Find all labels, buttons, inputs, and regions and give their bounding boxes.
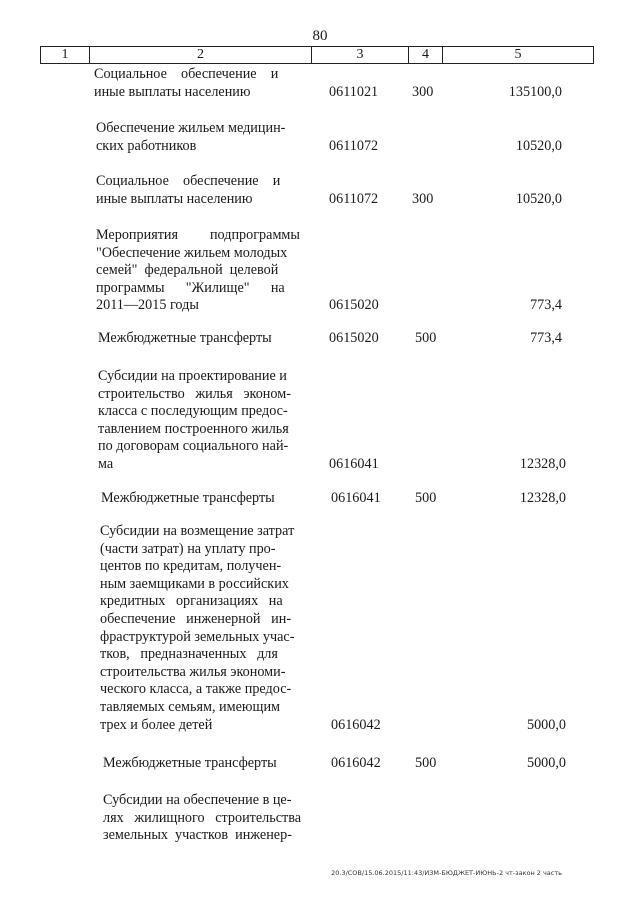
row-name-line: программы "Жилище" на xyxy=(96,279,285,296)
row-name-line: ских работников xyxy=(96,137,197,154)
row-code: 0611072 xyxy=(329,190,379,207)
row-name-line: Субсидии на проектирование и xyxy=(98,368,287,384)
row-name-line: иные выплаты населению xyxy=(94,83,251,100)
header-col-2: 2 xyxy=(90,47,312,63)
row-name-line: Социальное обеспечение и xyxy=(94,66,279,82)
row-name xyxy=(96,120,300,155)
row-kind: 300 xyxy=(412,83,434,100)
row-code: 0616042 xyxy=(331,755,381,771)
row-sum: 5000,0 xyxy=(526,716,566,733)
row-sum: 10520,0 xyxy=(515,190,562,207)
row-sum: 135100,0 xyxy=(508,83,562,100)
row-sum: 773,4 xyxy=(530,330,562,346)
row-name-line: трех и более детей xyxy=(100,716,213,733)
row-name-line: земельных участков инженер- xyxy=(103,827,292,844)
row-name xyxy=(96,227,300,315)
page-number: 80 xyxy=(312,28,328,44)
header-col-1: 1 xyxy=(41,47,90,63)
row-name-line: ческого класса, а также предос- xyxy=(100,681,292,698)
row-kind: 300 xyxy=(412,190,434,207)
row-code: 0611072 xyxy=(329,137,379,154)
row-name-line: тков, предназначенных для xyxy=(100,646,278,663)
row-name-line: тавлением построенного жилья xyxy=(98,420,289,437)
row-name-line: "Обеспечение жильем молодых xyxy=(96,244,288,261)
row-name-line: ным заемщиками в российских xyxy=(100,575,289,592)
header-col-3: 3 xyxy=(312,47,409,63)
row-code: 0611021 xyxy=(329,83,379,100)
row-name xyxy=(103,755,300,773)
row-sum: 12328,0 xyxy=(519,456,566,472)
row-name-line: 2011—2015 годы xyxy=(96,297,199,314)
row-name-line: по договорам социального най- xyxy=(98,438,289,455)
document-footer: 20.3/СОВ/15.06.2015/11:43/ИЗМ-БЮДЖЕТ-ИЮНЬ-2 чт-закон 2 часть xyxy=(331,869,562,877)
row-name-line: Обеспечение жильем медицин- xyxy=(96,120,286,136)
row-name-line: обеспечение инженерной ин- xyxy=(100,610,292,627)
row-name-line: Межбюджетные трансферты xyxy=(101,490,275,506)
header-col-5: 5 xyxy=(514,47,522,62)
row-name-line: иные выплаты населению xyxy=(96,190,253,207)
row-name xyxy=(96,173,300,208)
table-header xyxy=(40,46,594,64)
row-sum: 773,4 xyxy=(530,297,562,314)
row-code: 0616041 xyxy=(331,490,381,506)
row-name xyxy=(101,490,300,508)
row-sum: 12328,0 xyxy=(519,490,566,506)
header-col-4: 4 xyxy=(409,47,443,63)
row-sum: 5000,0 xyxy=(526,755,566,771)
row-name-line: кредитных организациях на xyxy=(100,593,283,610)
row-sum: 10520,0 xyxy=(515,137,562,154)
row-kind: 500 xyxy=(415,490,437,506)
row-code: 0616041 xyxy=(329,456,379,472)
row-name-line: (части затрат) на уплату про- xyxy=(100,540,276,557)
row-name-line: центов по кредитам, получен- xyxy=(100,558,282,575)
row-name-line: ма xyxy=(98,455,114,472)
row-name-line: семей" федеральной целевой xyxy=(96,262,279,279)
row-name-line: фраструктурой земельных учас- xyxy=(100,628,295,645)
row-name-line: Межбюджетные трансферты xyxy=(98,330,272,346)
row-kind: 500 xyxy=(415,755,437,771)
row-name-line: Межбюджетные трансферты xyxy=(103,755,277,771)
row-code: 0615020 xyxy=(329,297,379,314)
row-name-line: Социальное обеспечение и xyxy=(96,173,281,189)
row-code: 0616042 xyxy=(331,716,381,733)
row-name-line: строительство жилья эконом- xyxy=(98,385,291,402)
row-name xyxy=(94,66,300,101)
row-name xyxy=(98,330,300,348)
row-name-line: Мероприятия подпрограммы xyxy=(96,227,300,243)
row-name-line: лях жилищного строительства xyxy=(103,809,302,826)
row-name-line: тавляемых семьям, имеющим xyxy=(100,698,281,715)
row-name-line: Субсидии на возмещение затрат xyxy=(100,523,295,539)
row-name xyxy=(103,792,300,845)
row-kind: 500 xyxy=(415,330,437,346)
row-name-line: класса с последующим предос- xyxy=(98,403,288,420)
row-name-line: Субсидии на обеспечение в це- xyxy=(103,792,292,808)
row-name-line: строительства жилья экономи- xyxy=(100,663,286,680)
row-name xyxy=(98,368,300,474)
row-code: 0615020 xyxy=(329,330,379,346)
row-name xyxy=(100,523,300,734)
